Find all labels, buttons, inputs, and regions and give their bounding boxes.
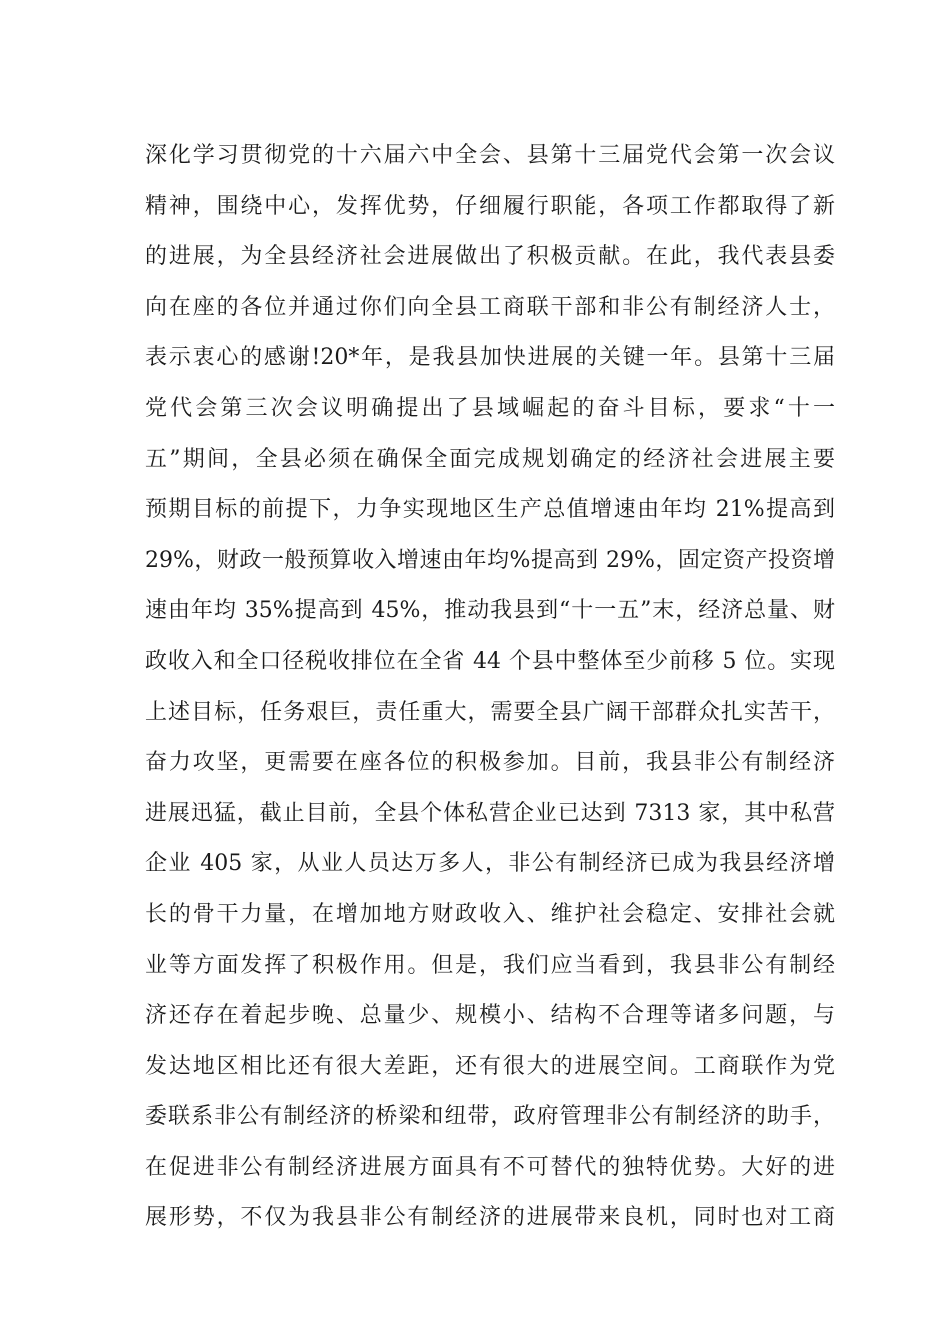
text-line-6: 党代会第三次会议明确提出了县域崛起的奋斗目标，要求“十一 bbox=[145, 395, 835, 421]
text-line-15: 企业 405 家，从业人员达万多人，非公有制经济已成为我县经济增 bbox=[145, 851, 835, 877]
text-line-16: 长的骨干力量，在增加地方财政收入、维护社会稳定、安排社会就 bbox=[145, 901, 835, 927]
text-line-14: 进展迅猛，截止目前，全县个体私营企业已达到 7313 家，其中私营 bbox=[145, 800, 835, 826]
text-line-21: 在促进非公有制经济进展方面具有不可替代的独特优势。大好的进 bbox=[145, 1154, 835, 1180]
text-line-4: 向在座的各位并通过你们向全县工商联干部和非公有制经济人士， bbox=[145, 294, 835, 320]
text-line-11: 政收入和全口径税收排位在全省 44 个县中整体至少前移 5 位。实现 bbox=[145, 648, 835, 674]
text-line-10: 速由年均 35%提高到 45%，推动我县到“十一五”末，经济总量、财 bbox=[145, 598, 835, 624]
text-line-13: 奋力攻坚，更需要在座各位的积极参加。目前，我县非公有制经济 bbox=[145, 750, 835, 776]
text-line-9: 29%，财政一般预算收入增速由年均%提高到 29%，固定资产投资增 bbox=[145, 547, 835, 573]
text-line-12: 上述目标，任务艰巨，责任重大，需要全县广阔干部群众扎实苦干， bbox=[145, 699, 835, 725]
text-line-5: 表示衷心的感谢!20*年，是我县加快进展的关键一年。县第十三届 bbox=[145, 345, 835, 371]
text-line-1: 深化学习贯彻党的十六届六中全会、县第十三届党代会第一次会议 bbox=[145, 143, 835, 168]
text-line-18: 济还存在着起步晚、总量少、规模小、结构不合理等诸多问题，与 bbox=[145, 1003, 835, 1029]
text-line-7: 五”期间，全县必须在确保全面完成规划确定的经济社会进展主要 bbox=[145, 446, 835, 472]
body-text bbox=[145, 131, 835, 1244]
text-line-20: 委联系非公有制经济的桥梁和纽带，政府管理非公有制经济的助手， bbox=[145, 1104, 835, 1130]
text-line-22: 展形势，不仅为我县非公有制经济的进展带来良机，同时也对工商 bbox=[145, 1205, 835, 1231]
text-line-8: 预期目标的前提下，力争实现地区生产总值增速由年均 21%提高到 bbox=[145, 497, 835, 523]
text-line-2: 精神，围绕中心，发挥优势，仔细履行职能，各项工作都取得了新 bbox=[145, 193, 835, 219]
text-line-3: 的进展，为全县经济社会进展做出了积极贡献。在此，我代表县委 bbox=[145, 244, 835, 270]
text-line-17: 业等方面发挥了积极作用。但是，我们应当看到，我县非公有制经 bbox=[145, 952, 835, 978]
text-line-19: 发达地区相比还有很大差距，还有很大的进展空间。工商联作为党 bbox=[145, 1053, 835, 1079]
